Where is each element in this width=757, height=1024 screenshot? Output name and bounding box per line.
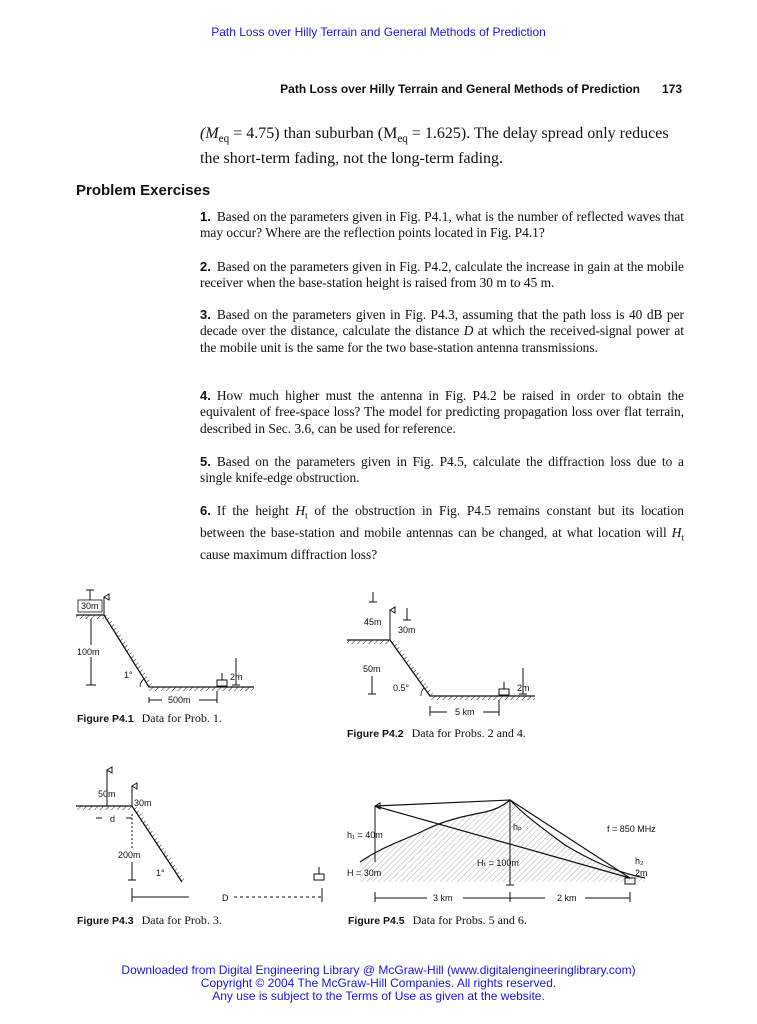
label-2km: 2 km [557, 893, 577, 903]
footer [0, 964, 757, 1003]
label-5km: 5 km [455, 707, 475, 717]
figure-p4-5 [345, 790, 690, 905]
label-2m: 2m [517, 683, 530, 693]
footer-download-link[interactable]: Downloaded from Digital Engineering Library @ McGraw-Hill (www.digitalengineeringlibrary.com) [121, 963, 636, 977]
problem-6: 6. If the height $H_t$ of the obstruction in Fig. P4.5 remains constant but its location between the base-station and mobile antennas can be changed, at what location will $H_t$ cause maximum diffraction loss? [200, 503, 685, 562]
label-200m: 200m [118, 850, 141, 860]
label-Ht: Hₜ = 100m [477, 858, 519, 868]
label-angle: 1° [124, 670, 133, 680]
label-30m: 30m [134, 798, 152, 808]
label-2m: 2m [230, 672, 243, 682]
figure-p4-1 [74, 585, 264, 710]
label-hp: hₚ [513, 822, 522, 832]
running-head: Path Loss over Hilly Terrain and General Methods of Prediction [280, 82, 640, 96]
intro-paragraph: $(M_{eq} = 4.75)$ than suburban $(M_{eq} = 1.625)$. The delay spread only reduces the short-term fading, not the long-term fading. [200, 125, 669, 168]
label-h2: h₂ [635, 856, 644, 866]
label-3km: 3 km [433, 893, 453, 903]
label-500m: 500m [168, 695, 191, 705]
problem-5: 5. Based on the parameters given in Fig. P4.5, calculate the diffraction loss due to a single knife-edge obstruction. [200, 454, 684, 486]
figure-p4-5-caption: Figure P4.5 Data for Probs. 5 and 6. [348, 913, 527, 927]
label-angle: 0.5° [393, 683, 410, 693]
label-30m: 30m [398, 625, 416, 635]
label-45m: 45m [364, 617, 382, 627]
top-banner-title: Path Loss over Hilly Terrain and General Methods of Prediction [211, 25, 546, 39]
label-2m: 2m [635, 868, 648, 878]
figure-p4-2 [345, 588, 545, 723]
problem-2: 2. Based on the parameters given in Fig. P4.2, calculate the increase in gain at the mobile receiver when the base-station height is raised from 30 m to 45 m. [200, 259, 684, 291]
label-d: d [110, 814, 116, 824]
label-freq: f = 850 MHz [607, 824, 656, 834]
figure-p4-1-caption: Figure P4.1 Data for Prob. 1. [77, 711, 222, 725]
figure-p4-3 [74, 762, 339, 907]
page-number: 173 [662, 82, 683, 96]
label-50m: 50m [98, 789, 116, 799]
figure-p4-2-caption: Figure P4.2 Data for Probs. 2 and 4. [347, 726, 526, 740]
label-30m: 30m [81, 601, 99, 611]
label-D: D [222, 893, 229, 903]
label-H: H = 30m [347, 868, 382, 878]
label-h1: h₁ = 40m [347, 830, 383, 840]
footer-terms: Any use is subject to the Terms of Use as given at the website. [212, 989, 545, 1003]
figure-p4-3-caption: Figure P4.3 Data for Prob. 3. [77, 913, 222, 927]
problem-3: 3. Based on the parameters given in Fig. P4.3, assuming that the path loss is 40 dB per decade over the distance, calculate the distance D at which the received-signal power at the mobile unit is the same for the two base-station antenna transmissions. [200, 307, 685, 355]
section-heading: Problem Exercises [76, 182, 211, 199]
problem-1: 1. Based on the parameters given in Fig. P4.1, what is the number of reflected waves that may occur? Where are the reflection points located in Fig. P4.1? [200, 209, 684, 241]
label-angle: 1° [156, 868, 165, 878]
problem-4: 4. How much higher must the antenna in Fig. P4.2 be raised in order to obtain the equivalent of free-space loss? The model for predicting propagation loss over flat terrain, described in Sec. 3.6, can be used for reference. [200, 388, 684, 436]
label-50m: 50m [363, 664, 381, 674]
footer-copyright: Copyright © 2004 The McGraw-Hill Companies. All rights reserved. [200, 976, 557, 990]
label-100m: 100m [77, 647, 100, 657]
